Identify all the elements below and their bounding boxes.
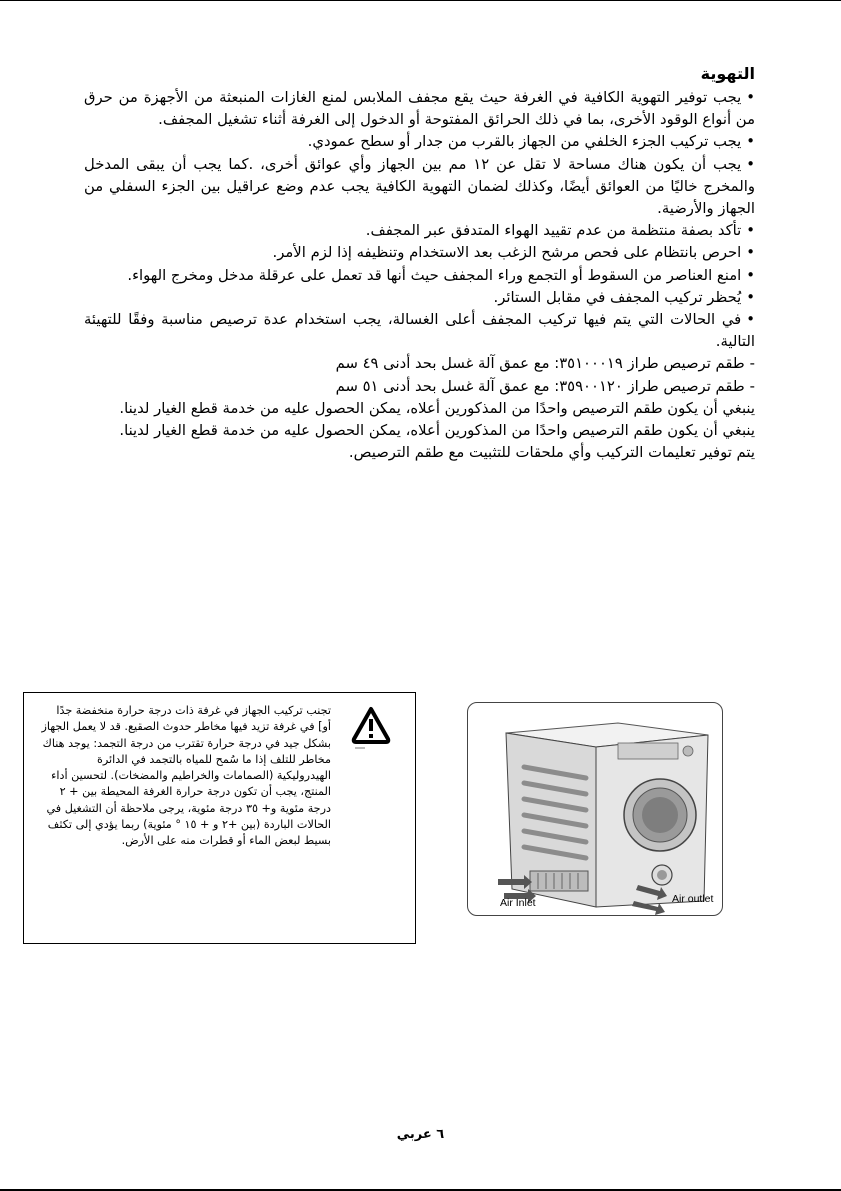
- paragraph-text: احرص بانتظام على فحص مرشح الزغب بعد الاستخدام وتنظيفه إذا لزم الأمر.: [272, 244, 742, 262]
- paragraph-list: [84, 87, 755, 464]
- bullet-marker: •: [746, 222, 755, 240]
- bullet-paragraph: [84, 154, 755, 221]
- paragraph-text: يجب تركيب الجزء الخلفي من الجهاز بالقرب من جدار أو سطح عمودي.: [307, 133, 742, 151]
- paragraph: [84, 398, 755, 420]
- dryer-airflow-figure: [467, 702, 723, 916]
- bullet-marker: •: [746, 311, 755, 329]
- paragraph-text: يتم توفير تعليمات التركيب وأي ملحقات للتثبيت مع طقم الترصيص.: [348, 444, 755, 462]
- bullet-paragraph: [84, 131, 755, 153]
- bullet-marker: •: [746, 244, 755, 262]
- paragraph-text: تأكد بصفة منتظمة من عدم تقييد الهواء المتدفق عبر المجفف.: [365, 222, 742, 240]
- paragraph-text: يجب توفير التهوية الكافية في الغرفة حيث يقع مجفف الملابس لمنع الغازات المنبعثة من الأجهزة من حرق من أنواع الوقود الأخرى، بما في ذلك الحرائق المفتوحة أو الدخول إلى الغرفة أثناء تشغيل المجفف.: [84, 89, 755, 129]
- dash-paragraph: [84, 353, 755, 375]
- bullet-marker: -: [749, 355, 755, 373]
- dash-paragraph: [84, 376, 755, 398]
- warning-text: تجنب تركيب الجهاز في غرفة ذات درجة حرارة منخفضة جدًا أو] في غرفة تزيد فيها مخاطر حدوث الصقيع. قد لا يعمل الجهاز بشكل جيد في درجة حرارة تقترب من درجة التجمد: يوجد هناك مخاطر للتلف إذا ما سُمح للمياه بالتجمد في الدائرة الهيدروليكية (الصمامات والخراطيم والمضخات). لتحسين أداء المنتج، يجب أن تكون درجة حرارة الغرفة المحيطة بين + ٢ درجة مئوية و+ ٣٥ درجة مئوية، يرجى ملاحظة أن التشغيل في الحالات الباردة (بين +٢ و + ١٥ ° مئوية) ربما يؤدي إلى تكثف بسيط لبعض الماء أو قطرات منه على الأرض.: [41, 704, 331, 848]
- warning-triangle-icon: [351, 705, 391, 751]
- page-number: ٦ عربي: [396, 1127, 445, 1142]
- paragraph-text: امنع العناصر من السقوط أو التجمع وراء المجفف حيث أنها قد تعمل على عرقلة مدخل ومخرج الهواء.: [127, 266, 742, 284]
- bullet-marker: •: [746, 155, 755, 173]
- top-rule: [0, 0, 841, 1]
- paragraph-text: في الحالات التي يتم فيها تركيب المجفف أعلى الغسالة، يجب استخدام عدة ترصيص مناسبة وفقًا للتهيئة التالية.: [84, 311, 755, 351]
- bullet-marker: •: [746, 133, 755, 151]
- air-inlet-label: Air Inlet: [500, 897, 536, 909]
- bullet-paragraph: [84, 242, 755, 264]
- bullet-marker: •: [746, 89, 755, 106]
- paragraph: [84, 420, 755, 442]
- dryer-illustration: [468, 703, 724, 917]
- paragraph-text: يُحظر تركيب المجفف في مقابل الستائر.: [493, 288, 742, 306]
- ventilation-section: [84, 62, 755, 464]
- bullet-paragraph: [84, 87, 755, 131]
- warning-box: [23, 692, 416, 944]
- bullet-paragraph: [84, 287, 755, 309]
- section-heading: التهوية: [700, 64, 755, 83]
- bullet-marker: •: [746, 266, 755, 284]
- air-outlet-label: Air outlet: [672, 893, 714, 905]
- paragraph-text: طقم ترصيص طراز ٣٥٩٠٠١٢٠: مع عمق آلة غسل بحد أدنى ٥١ سم: [335, 377, 745, 395]
- paragraph: [84, 442, 755, 464]
- paragraph-text: ينبغي أن يكون طقم الترصيص واحدًا من المذكورين أعلاه، يمكن الحصول عليه من خدمة قطع الغيار لدينا.: [119, 422, 755, 440]
- paragraph-text: يجب أن يكون هناك مساحة لا تقل عن ١٢ مم بين الجهاز وأي عوائق أخرى، .كما يجب أن يبقى المدخل والمخرج خاليًا من العوائق أيضًا، وكذلك لضمان التهوية الكافية يجب عدم وضع عراقيل بين الجزء السفلي من الجهاز والأرضية.: [84, 155, 755, 218]
- bullet-marker: -: [749, 377, 755, 395]
- paragraph-text: ينبغي أن يكون طقم الترصيص واحدًا من المذكورين أعلاه، يمكن الحصول عليه من خدمة قطع الغيار لدينا.: [119, 399, 755, 417]
- bullet-marker: •: [746, 288, 755, 306]
- paragraph-text: طقم ترصيص طراز ٣٥١٠٠٠١٩: مع عمق آلة غسل بحد أدنى ٤٩ سم: [335, 355, 745, 373]
- bullet-paragraph: [84, 309, 755, 353]
- bullet-paragraph: [84, 265, 755, 287]
- bullet-paragraph: [84, 220, 755, 242]
